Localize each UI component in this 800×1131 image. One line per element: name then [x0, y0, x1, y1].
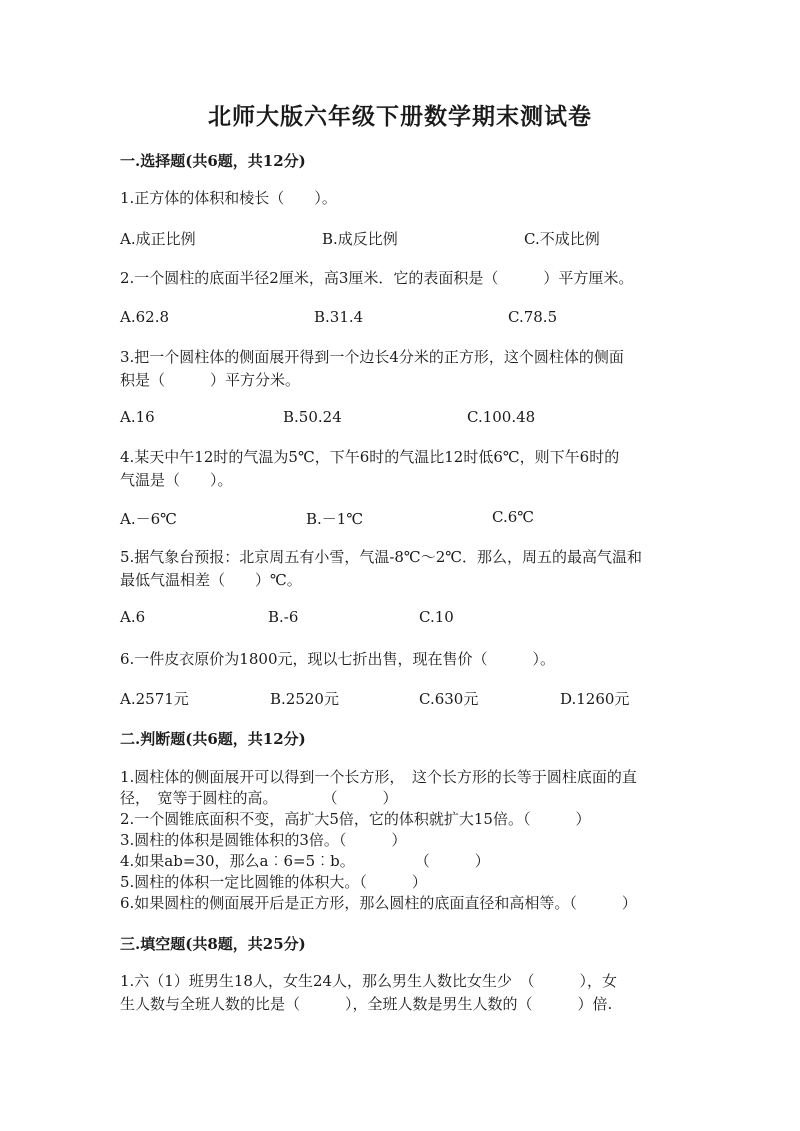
option-c: C.630元 [419, 690, 479, 708]
option-c: C.10 [419, 608, 454, 626]
fill-question-1-line-1: 1.六（1）班男生18人，女生24人，那么男生人数比女生少 （ ），女 [120, 972, 618, 990]
option-b: B.-6 [268, 608, 299, 626]
option-b: B.成反比例 [322, 230, 398, 248]
option-b: B.31.4 [314, 308, 364, 326]
question-3-line-1: 3.把一个圆柱体的侧面展开得到一个边长4分米的正方形，这个圆柱体的侧面 [120, 348, 624, 366]
option-b: B.2520元 [270, 690, 339, 708]
question-5-line-1: 5.据气象台预报：北京周五有小雪，气温-8℃～2℃．那么，周五的最高气温和 [120, 548, 643, 566]
option-a: A.6 [120, 608, 146, 626]
option-c: C.6℃ [492, 508, 535, 526]
option-b: B.－1℃ [306, 510, 364, 528]
option-a: A.2571元 [120, 690, 189, 708]
option-c: C.不成比例 [524, 230, 600, 248]
fill-question-1-line-2: 生人数与全班人数的比是（ ），全班人数是男生人数的（ ）倍. [120, 995, 613, 1013]
judgement-line: 3.圆柱的体积是圆锥体积的3倍。（ ） [120, 831, 407, 849]
question-6: 6.一件皮衣原价为1800元，现以七折出售，现在售价（ ）。 [120, 650, 555, 668]
option-a: A.16 [120, 408, 155, 426]
question-3-line-2: 积是（ ）平方分米。 [120, 371, 301, 389]
option-a: A.62.8 [120, 308, 169, 326]
judgement-line: 1.圆柱体的侧面展开可以得到一个长方形， 这个长方形的长等于圆柱底面的直 [120, 768, 637, 786]
section-heading-choice: 一.选择题(共6题，共12分) [120, 152, 306, 170]
option-d: D.1260元 [560, 690, 630, 708]
question-5-line-2: 最低气温相差（ ）℃。 [120, 571, 302, 589]
judgement-line: 径， 宽等于圆柱的高。 （ ） [120, 789, 398, 807]
judgement-line: 6.如果圆柱的侧面展开后是正方形，那么圆柱的底面直径和高相等。（ ） [120, 894, 637, 912]
option-c: C.78.5 [508, 308, 558, 326]
option-a: A.成正比例 [120, 230, 196, 248]
question-2: 2.一个圆柱的底面半径2厘米，高3厘米．它的表面积是（ ）平方厘米。 [120, 269, 634, 287]
page-title: 北师大版六年级下册数学期末测试卷 [208, 103, 592, 130]
judgement-line: 5.圆柱的体积一定比圆锥的体积大。（ ） [120, 873, 427, 891]
judgement-line: 2.一个圆锥底面积不变，高扩大5倍，它的体积就扩大15倍。（ ） [120, 810, 591, 828]
question-4-line-2: 气温是（ ）。 [120, 471, 233, 489]
question-1: 1.正方体的体积和棱长（ ）。 [120, 189, 337, 207]
section-heading-judgement: 二.判断题(共6题，共12分) [120, 730, 306, 748]
section-heading-fill-blank: 三.填空题(共8题，共25分) [120, 935, 306, 953]
question-4-line-1: 4.某天中午12时的气温为5℃，下午6时的气温比12时低6℃，则下午6时的 [120, 448, 620, 466]
option-a: A.－6℃ [120, 510, 177, 528]
option-c: C.100.48 [467, 408, 536, 426]
option-b: B.50.24 [283, 408, 342, 426]
judgement-line: 4.如果ab=30，那么a︰6=5︰b。 （ ） [120, 852, 490, 870]
